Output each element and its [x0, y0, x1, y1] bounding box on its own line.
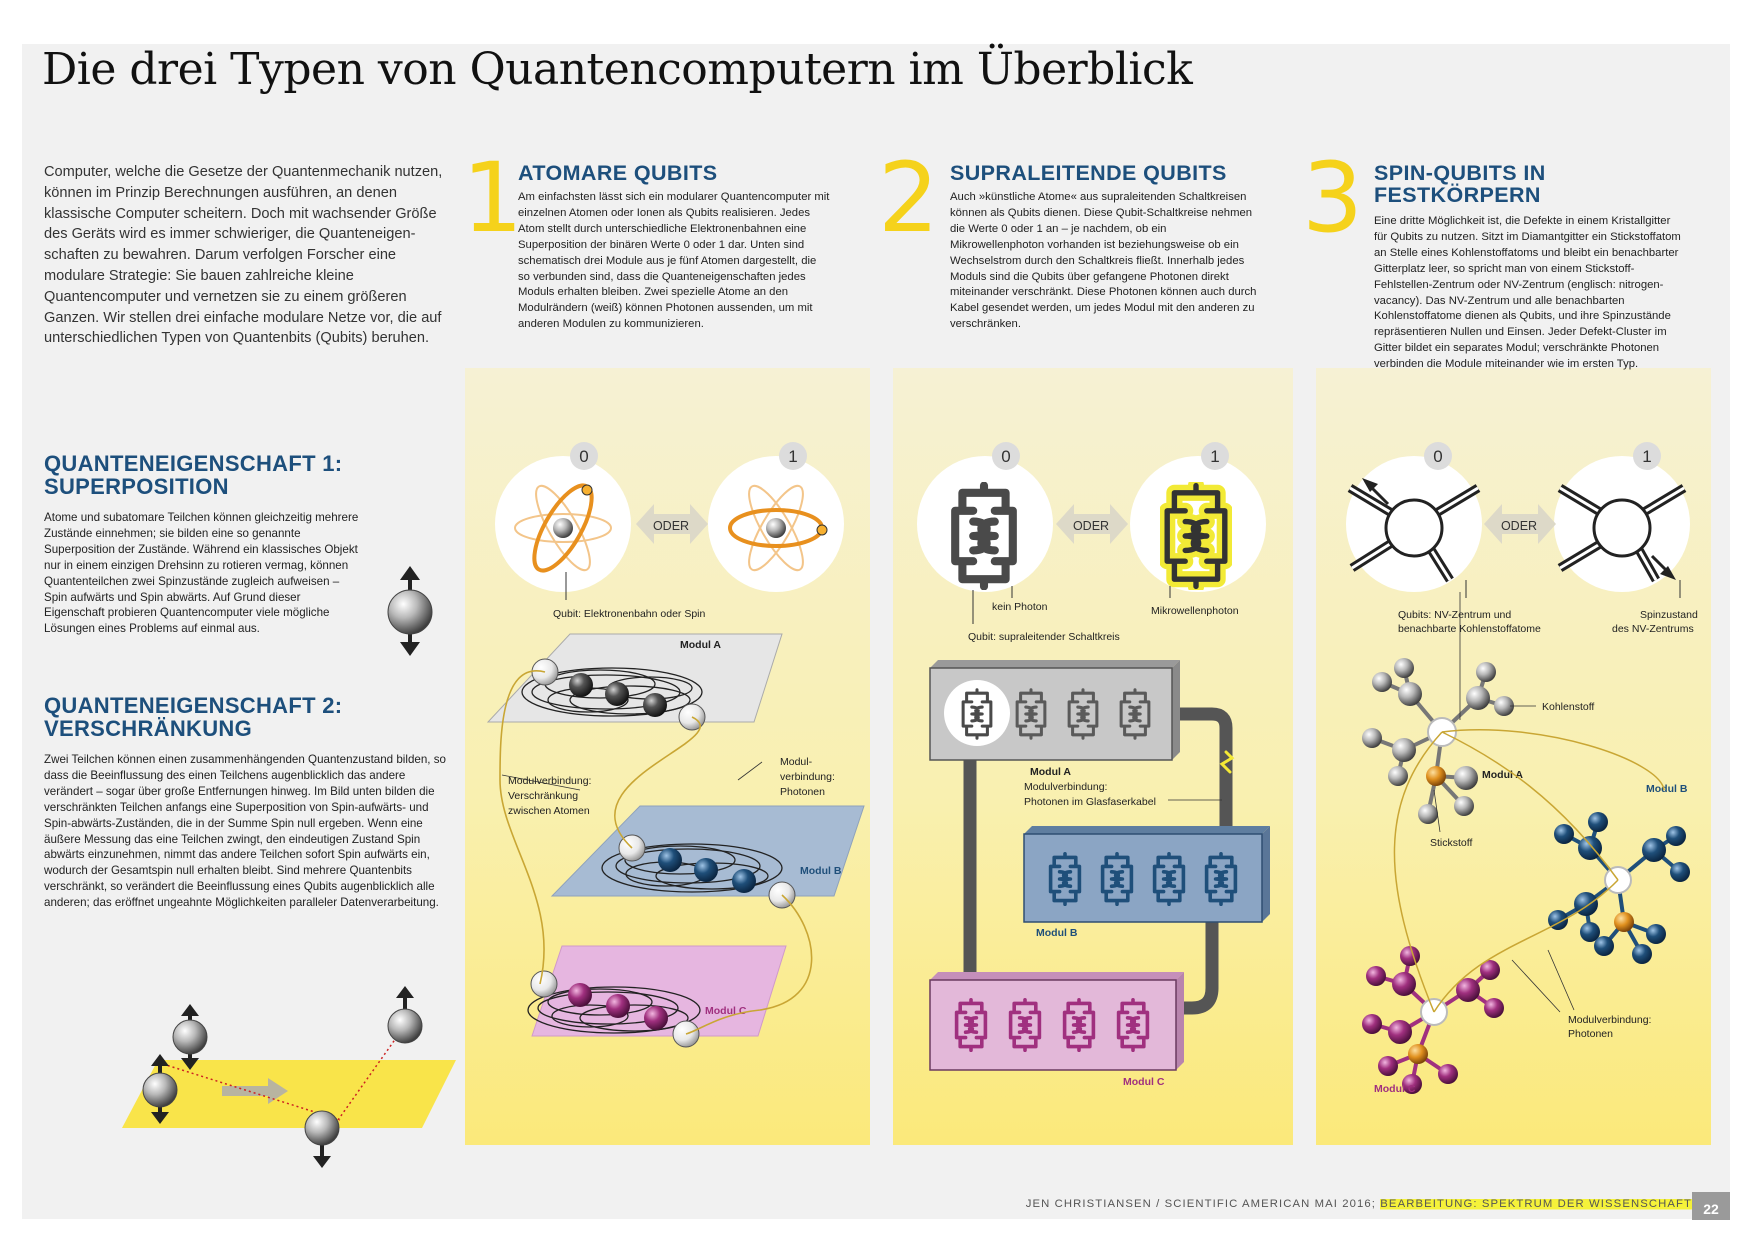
superposition-heading-line1: QUANTENEIGENSCHAFT 1:	[44, 451, 343, 476]
atomic-or-label: ODER	[652, 519, 690, 533]
spin-state-label-1: Spinzustand	[1640, 609, 1698, 621]
spin-link-1: Modulverbindung:	[1568, 1014, 1652, 1026]
spin-module-b-label: Modul B	[1646, 783, 1688, 795]
atomic-qubit-label: Qubit: Elektronenbahn oder Spin	[553, 608, 706, 620]
spin-state-label-2: des NV-Zentrums	[1612, 623, 1694, 635]
spin-state-0-label: 0	[1433, 447, 1443, 466]
atomic-link-photon-2: verbindung:	[780, 771, 835, 783]
spin-link-2: Photonen	[1568, 1028, 1613, 1040]
spin-module-b	[1548, 783, 1690, 964]
spin-qubit-states	[1346, 442, 1698, 635]
spin-superposition-figure	[388, 566, 432, 656]
credit-main: JEN CHRISTIANSEN / SCIENTIFIC AMERICAN MAI 2016;	[1025, 1198, 1377, 1210]
spin-qubits-label-2: benachbarte Kohlenstoffatome	[1398, 623, 1541, 635]
superconducting-no-photon-label: kein Photon	[992, 601, 1048, 613]
atomic-module-c	[528, 946, 786, 1047]
atomic-module-b-label: Modul B	[800, 865, 842, 877]
column-number-3: 3	[1302, 142, 1364, 254]
entanglement-text: Zwei Teilchen können einen zusammenhängenden Quantenzustand bilden, so dass die Beeinflussung des einen Teilchens augenblicklich das andere verändert – sogar über große Entfernungen hinweg. Im Bild unten bilden die verschränkten Teilchen anfangs eine Superposition von Spin-aufwärts- und Spin-abwärts-Zuständen, die in der Summe Spin null ergeben. Wenn eine äußere Messung das eine Teilchen zwingt, den eindeutigen Zustand Spin abwärts einzunehmen, nimmt das andere Teilchen sofort Spin aufwärts ein, wodurch der Gesamtspin null erhalten bleibt. Sind mehrere Quantenbits verschränkt, so verändert die Beeinflussung eines Qubits augenblicklich alle anderen; das eröffnet ungeahnte Möglichkeiten paralleler Datenverarbeitung.	[44, 753, 446, 910]
superposition-text: Atome und subatomare Teilchen können gleichzeitig mehrere Zustände einnehmen; sie bilden eine so genannte Superposition der Zustände. Während ein klassisches Objekt nur in einem einzigen Drehsinn zu rotieren vermag, können Quantenteilchen zwei Spinzustände zugleich aufweisen – Spin aufwärts und Spin abwärts. Auf Grund dieser Eigenschaft probieren Quantencomputer viele mögliche Lösungen eines Problems auf einmal aus.	[44, 511, 359, 636]
credit-line	[1026, 1198, 1692, 1210]
atomic-link-atoms-3: zwischen Atomen	[508, 805, 590, 817]
atomic-module-c-label: Modul C	[705, 1005, 747, 1017]
intro-text: Computer, welche die Gesetze der Quantenmechanik nutzen, können im Prinzip Berechnungen ausführen, an denen klassische Computer scheitern. Doch mit wachsender Größe des Geräts wird es immer schwieriger, die Quanteneigen-schaften zu bewahren. Darum verfolgen Forscher eine modulare Strategie: Sie bauen zahlreiche kleine Quantencomputer und vernetzen sie zu einem größeren Ganzen. Wir stellen drei einfache modulare Netze vor, die auf unterschiedlichen Typen von Quantenbits (Qubits) beruhen.	[44, 164, 443, 347]
atomic-qubit-states	[495, 442, 844, 620]
page-title: Die drei Typen von Quantencomputern im Überblick	[42, 44, 1193, 95]
entanglement-heading-line1: QUANTENEIGENSCHAFT 2:	[44, 693, 343, 718]
superconducting-qubit-states	[917, 442, 1266, 643]
atomic-state-1-label: 1	[788, 447, 798, 466]
superposition-heading-line2: SUPERPOSITION	[44, 474, 229, 499]
column-text-superconducting: Auch »künstliche Atome« aus supraleitenden Schaltkreisen können als Qubits dienen. Diese Qubit-Schaltkreise nehmen die Werte 0 oder 1 an – je nachdem, ob ein Mikrowellenphoton vorhanden ist beziehungsweise ob ein Wechselstrom durch den Schaltkreis fließt. Innerhalb jedes Moduls sind die Qubits über gefangene Photonen direkt miteinander verschränkt. Diese Photonen können auch durch Kabel gesendet werden, um jedes Modul mit den anderen zu verschränken.	[950, 191, 1257, 331]
spin-or-label: ODER	[1500, 519, 1538, 533]
superconducting-module-a	[930, 660, 1180, 778]
column-number-2: 2	[878, 142, 940, 254]
superconducting-module-a-label: Modul A	[1030, 766, 1072, 778]
superconducting-module-b-label: Modul B	[1036, 927, 1078, 939]
column-heading-atomic: ATOMARE QUBITS	[518, 161, 718, 185]
spin-state-1-label: 1	[1642, 447, 1652, 466]
entanglement-heading-line2: VERSCHRÄNKUNG	[44, 716, 253, 741]
entanglement-figure	[122, 986, 456, 1168]
superconducting-link-2: Photonen im Glasfaserkabel	[1024, 796, 1156, 808]
column-heading-superconducting: SUPRALEITENDE QUBITS	[950, 161, 1227, 185]
column-heading-spin-line2: FESTKÖRPERN	[1374, 183, 1541, 207]
column-text-spin: Eine dritte Möglichkeit ist, die Defekte in einem Kristallgitter für Qubits zu nutzen. Sitzt im Diamantgitter ein Stickstoffatom an Stelle eines Kohlenstoffatoms und bleibt ein benachbarter Gitterplatz leer, so spricht man von einem Stickstoff-Fehlstellen-Zentrum oder NV-Zentrum (englisch: nitrogen-vacancy). Das NV-Zentrum und alle benachbarten Kohlenstoffatome dienen als Qubits, und ihre Spinzustände repräsentieren Nullen und Einsen. Jeder Defekt-Cluster im Gitter bildet ein separates Modul; verschränkte Photonen verbinden die Module miteinander wie im ersten Typ.	[1374, 215, 1681, 371]
spin-carbon-label: Kohlenstoff	[1542, 701, 1595, 713]
superconducting-microwave-label: Mikrowellenphoton	[1151, 605, 1239, 617]
atomic-module-a	[488, 634, 782, 730]
column-text-atomic: Am einfachsten lässt sich ein modularer Quantencomputer mit einzelnen Atomen oder Ionen als Qubits realisieren. Jedes Atom stellt durch unterschiedliche Elektronenbahnen eine Superposition der binären Werte 0 oder 1 dar. Unten sind schematisch drei Module aus je fünf Atomen dargestellt, die so verbunden sind, dass die Quanteneigenschaften jedes Moduls erhalten bleiben. Zwei spezielle Atome an den Modulrändern (weiß) können Photonen aussenden, um mit anderen Modulen zu kommunizieren.	[518, 191, 830, 331]
spin-module-a-label: Modul A	[1482, 769, 1524, 781]
superconducting-link-1: Modulverbindung:	[1024, 781, 1108, 793]
superconducting-state-1-label: 1	[1210, 447, 1220, 466]
superconducting-qubit-label: Qubit: supraleitender Schaltkreis	[968, 631, 1120, 643]
superconducting-module-c-label: Modul C	[1123, 1076, 1165, 1088]
spin-module-c	[1362, 946, 1504, 1095]
atomic-link-atoms-1: Modulverbindung:	[508, 775, 592, 787]
atomic-link-atoms-2: Verschränkung	[508, 790, 579, 802]
atomic-link-photon-1: Modul-	[780, 756, 813, 768]
column-heading-spin-line1: SPIN-QUBITS IN	[1374, 161, 1546, 185]
spin-module-c-label: Modul C	[1374, 1083, 1416, 1095]
superconducting-module-c	[930, 972, 1184, 1088]
atomic-module-a-label: Modul A	[680, 639, 722, 651]
column-number-1: 1	[462, 142, 524, 254]
superconducting-or-label: ODER	[1072, 519, 1110, 533]
atomic-state-0-label: 0	[579, 447, 589, 466]
page-number: 22	[1692, 1192, 1730, 1220]
credit-highlight: BEARBEITUNG: SPEKTRUM DER WISSENSCHAFT	[1380, 1198, 1692, 1210]
superconducting-module-b	[1024, 826, 1270, 939]
atomic-link-photon-3: Photonen	[780, 786, 825, 798]
superconducting-state-0-label: 0	[1001, 447, 1011, 466]
spin-nitrogen-label: Stickstoff	[1430, 837, 1473, 849]
spin-qubits-label-1: Qubits: NV-Zentrum und	[1398, 609, 1512, 621]
atomic-module-b	[552, 806, 864, 908]
